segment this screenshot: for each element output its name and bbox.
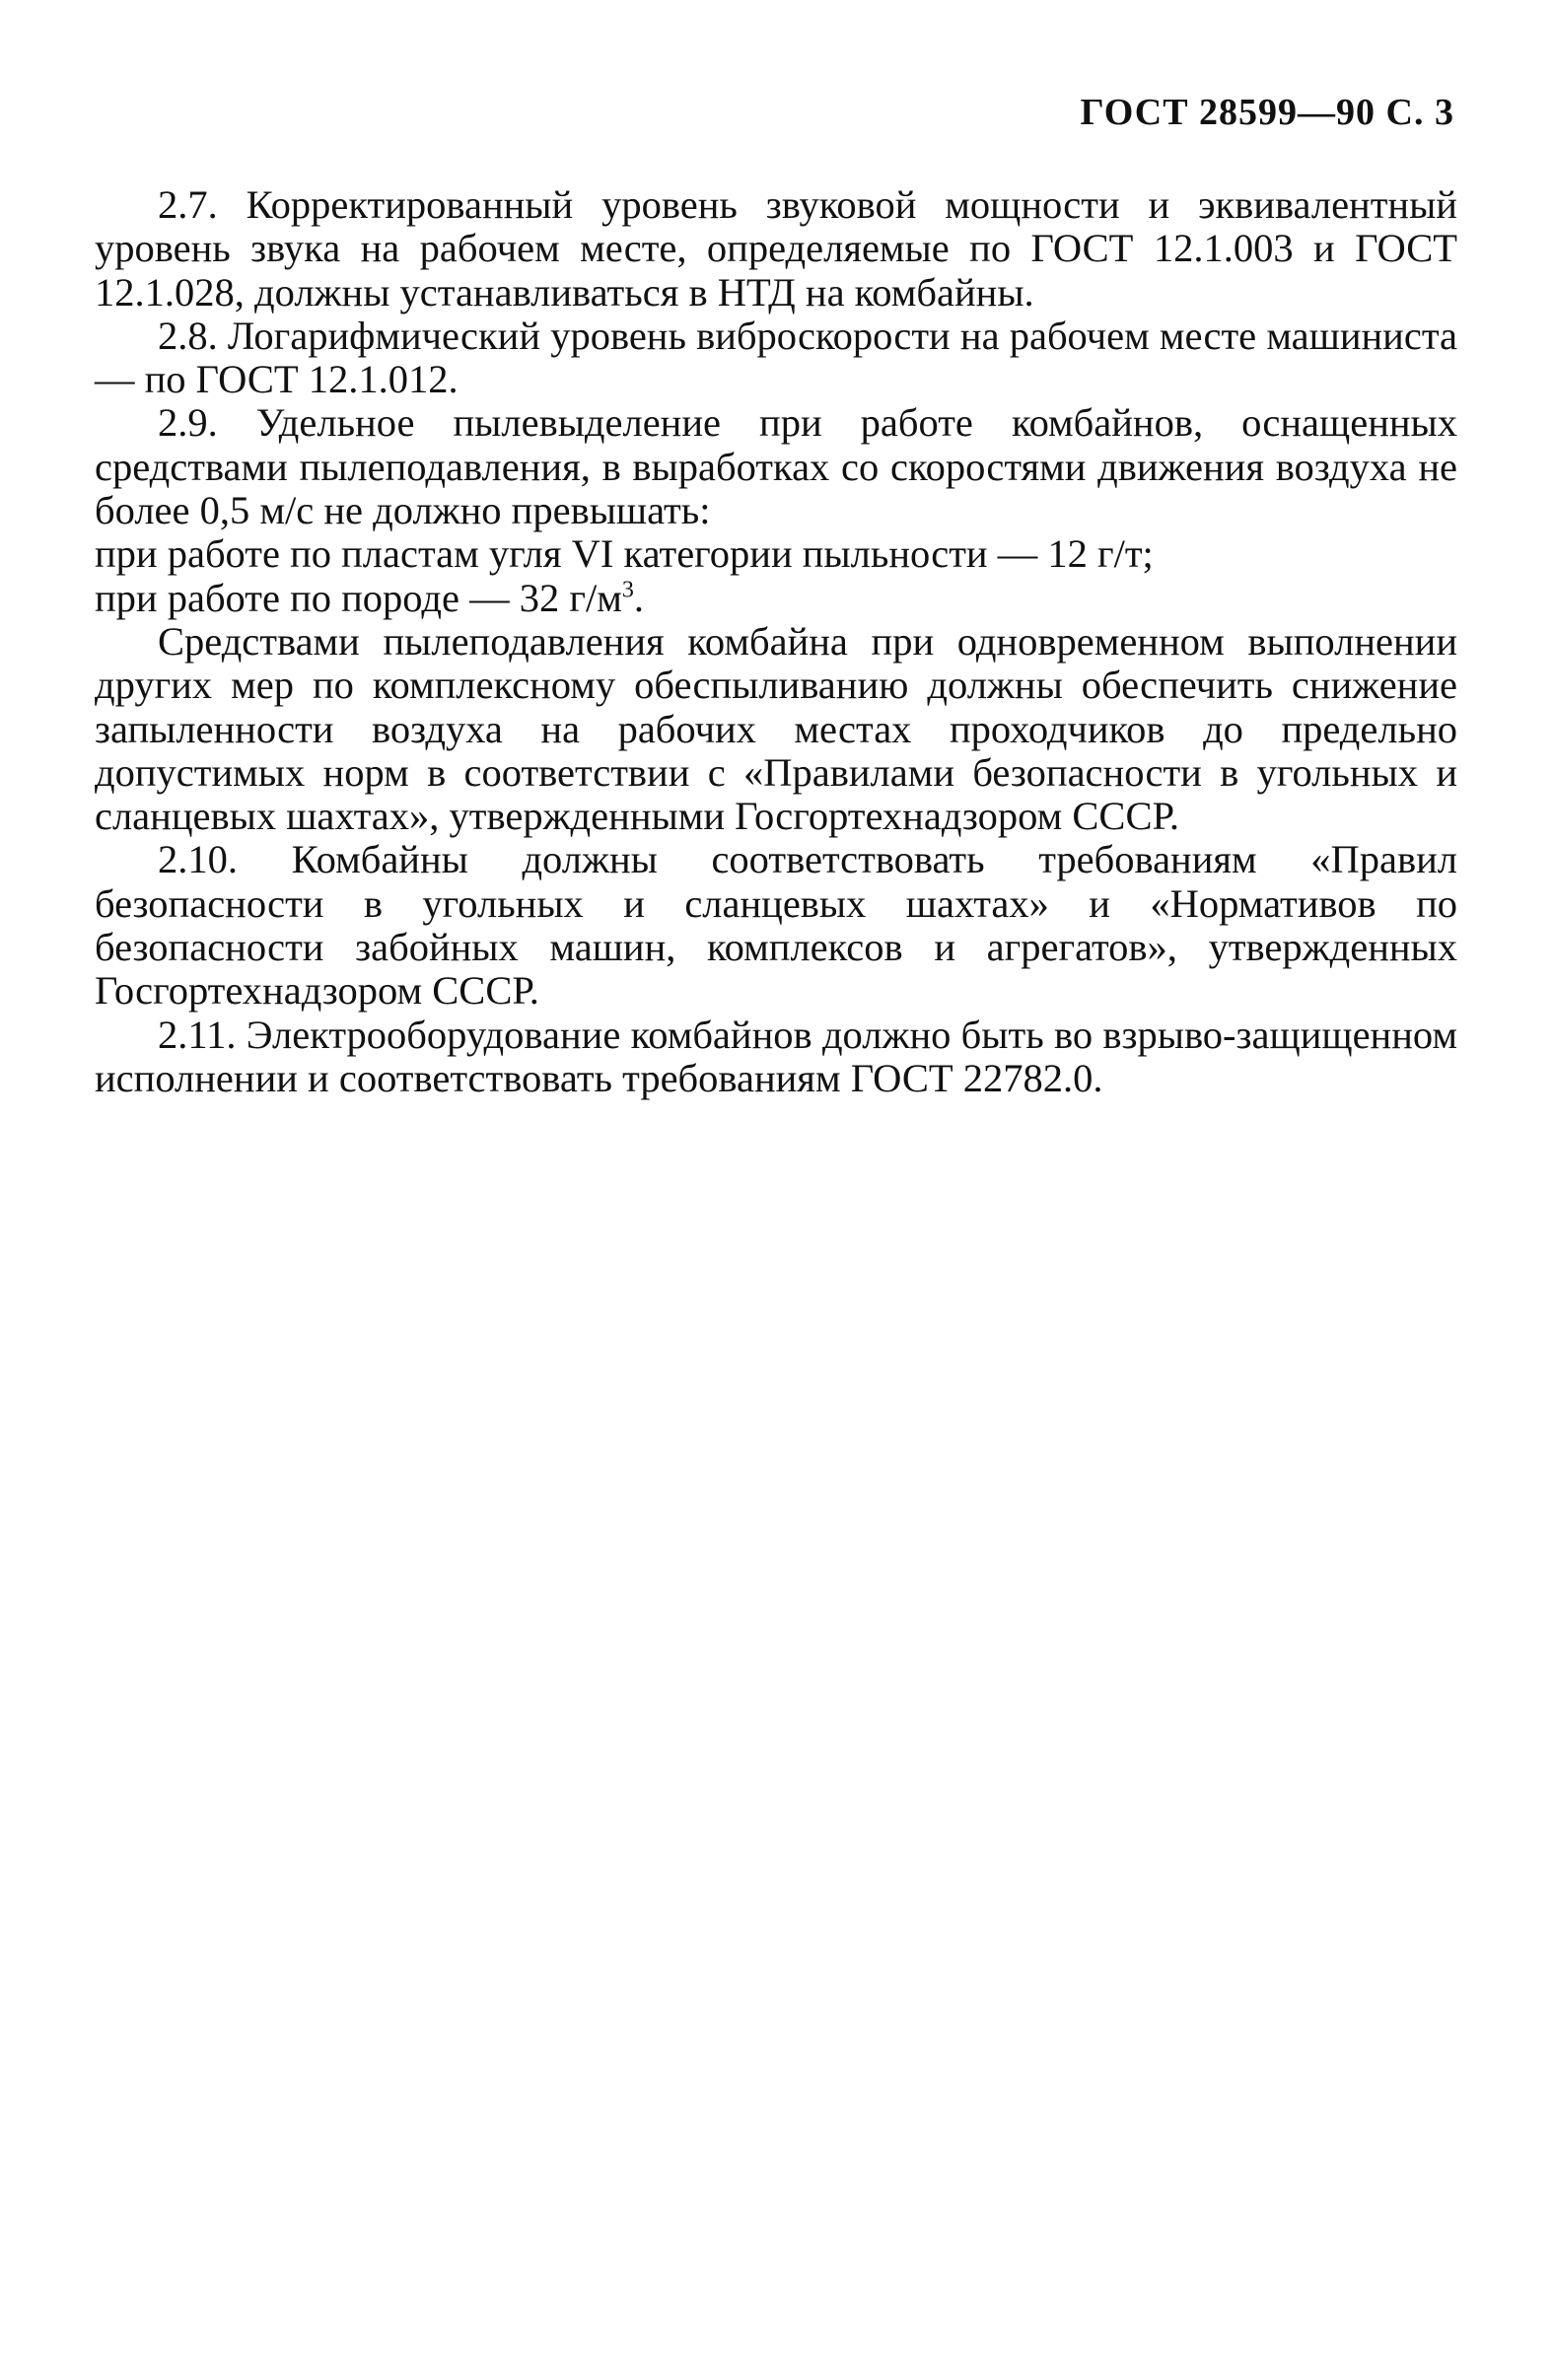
paragraph-text: при работе по пластам угля VI категории пыльности — 12 г/т; xyxy=(95,531,1154,577)
paragraph-text: 2.11. Электрооборудование комбайнов должно быть во взрыво-защищенном исполнении и соответствовать требованиям ГОСТ 22782.0. xyxy=(95,1012,1457,1100)
paragraph-2-11 xyxy=(95,1014,1457,1101)
superscript-exponent: 3 xyxy=(621,577,634,603)
paragraph-2-9 xyxy=(95,401,1457,532)
paragraph-rock-limit xyxy=(95,577,1457,620)
page-header: ГОСТ 28599—90 С. 3 xyxy=(1080,92,1454,133)
paragraph-text: 2.8. Логарифмический уровень виброскорости на рабочем месте машиниста — по ГОСТ 12.1.012. xyxy=(95,313,1457,402)
paragraph-coal-limit xyxy=(95,532,1457,576)
paragraph-2-8 xyxy=(95,315,1457,402)
paragraph-text: 2.9. Удельное пылевыделение при работе комбайнов, оснащенных средствами пылеподавления, в выработках со скоростями движения воздуха не более 0,5 м/с не должно превышать: xyxy=(95,400,1457,533)
paragraph-tail: . xyxy=(633,575,644,620)
document-body xyxy=(95,183,1457,1100)
paragraph-text: при работе по породе — 32 г/м xyxy=(95,575,622,620)
paragraph-text: 2.10. Комбайны должны соответствовать требованиям «Правил безопасности в угольных и сланцевых шахтах» и «Нормативов по безопасности забойных машин, комплексов и агрегатов», утвержденных Госгортехнадзором СССР. xyxy=(95,837,1457,1014)
paragraph-dust-suppression xyxy=(95,620,1457,838)
paragraph-2-7 xyxy=(95,183,1457,315)
paragraph-text: Средствами пылеподавления комбайна при одновременном выполнении других мер по комплексному обеспыливанию должны обеспечить снижение запыленности воздуха на рабочих местах проходчиков до предельно допустимых норм в соответствии с «Правилами безопасности в угольных и сланцевых шахтах», утвержденными Госгортехнадзором СССР. xyxy=(95,618,1457,839)
paragraph-text: 2.7. Корректированный уровень звуковой мощности и эквивалентный уровень звука на рабочем месте, определяемые по ГОСТ 12.1.003 и ГОСТ 12.1.028, должны устанавливаться в НТД на комбайны. xyxy=(95,182,1457,315)
paragraph-2-10 xyxy=(95,838,1457,1013)
